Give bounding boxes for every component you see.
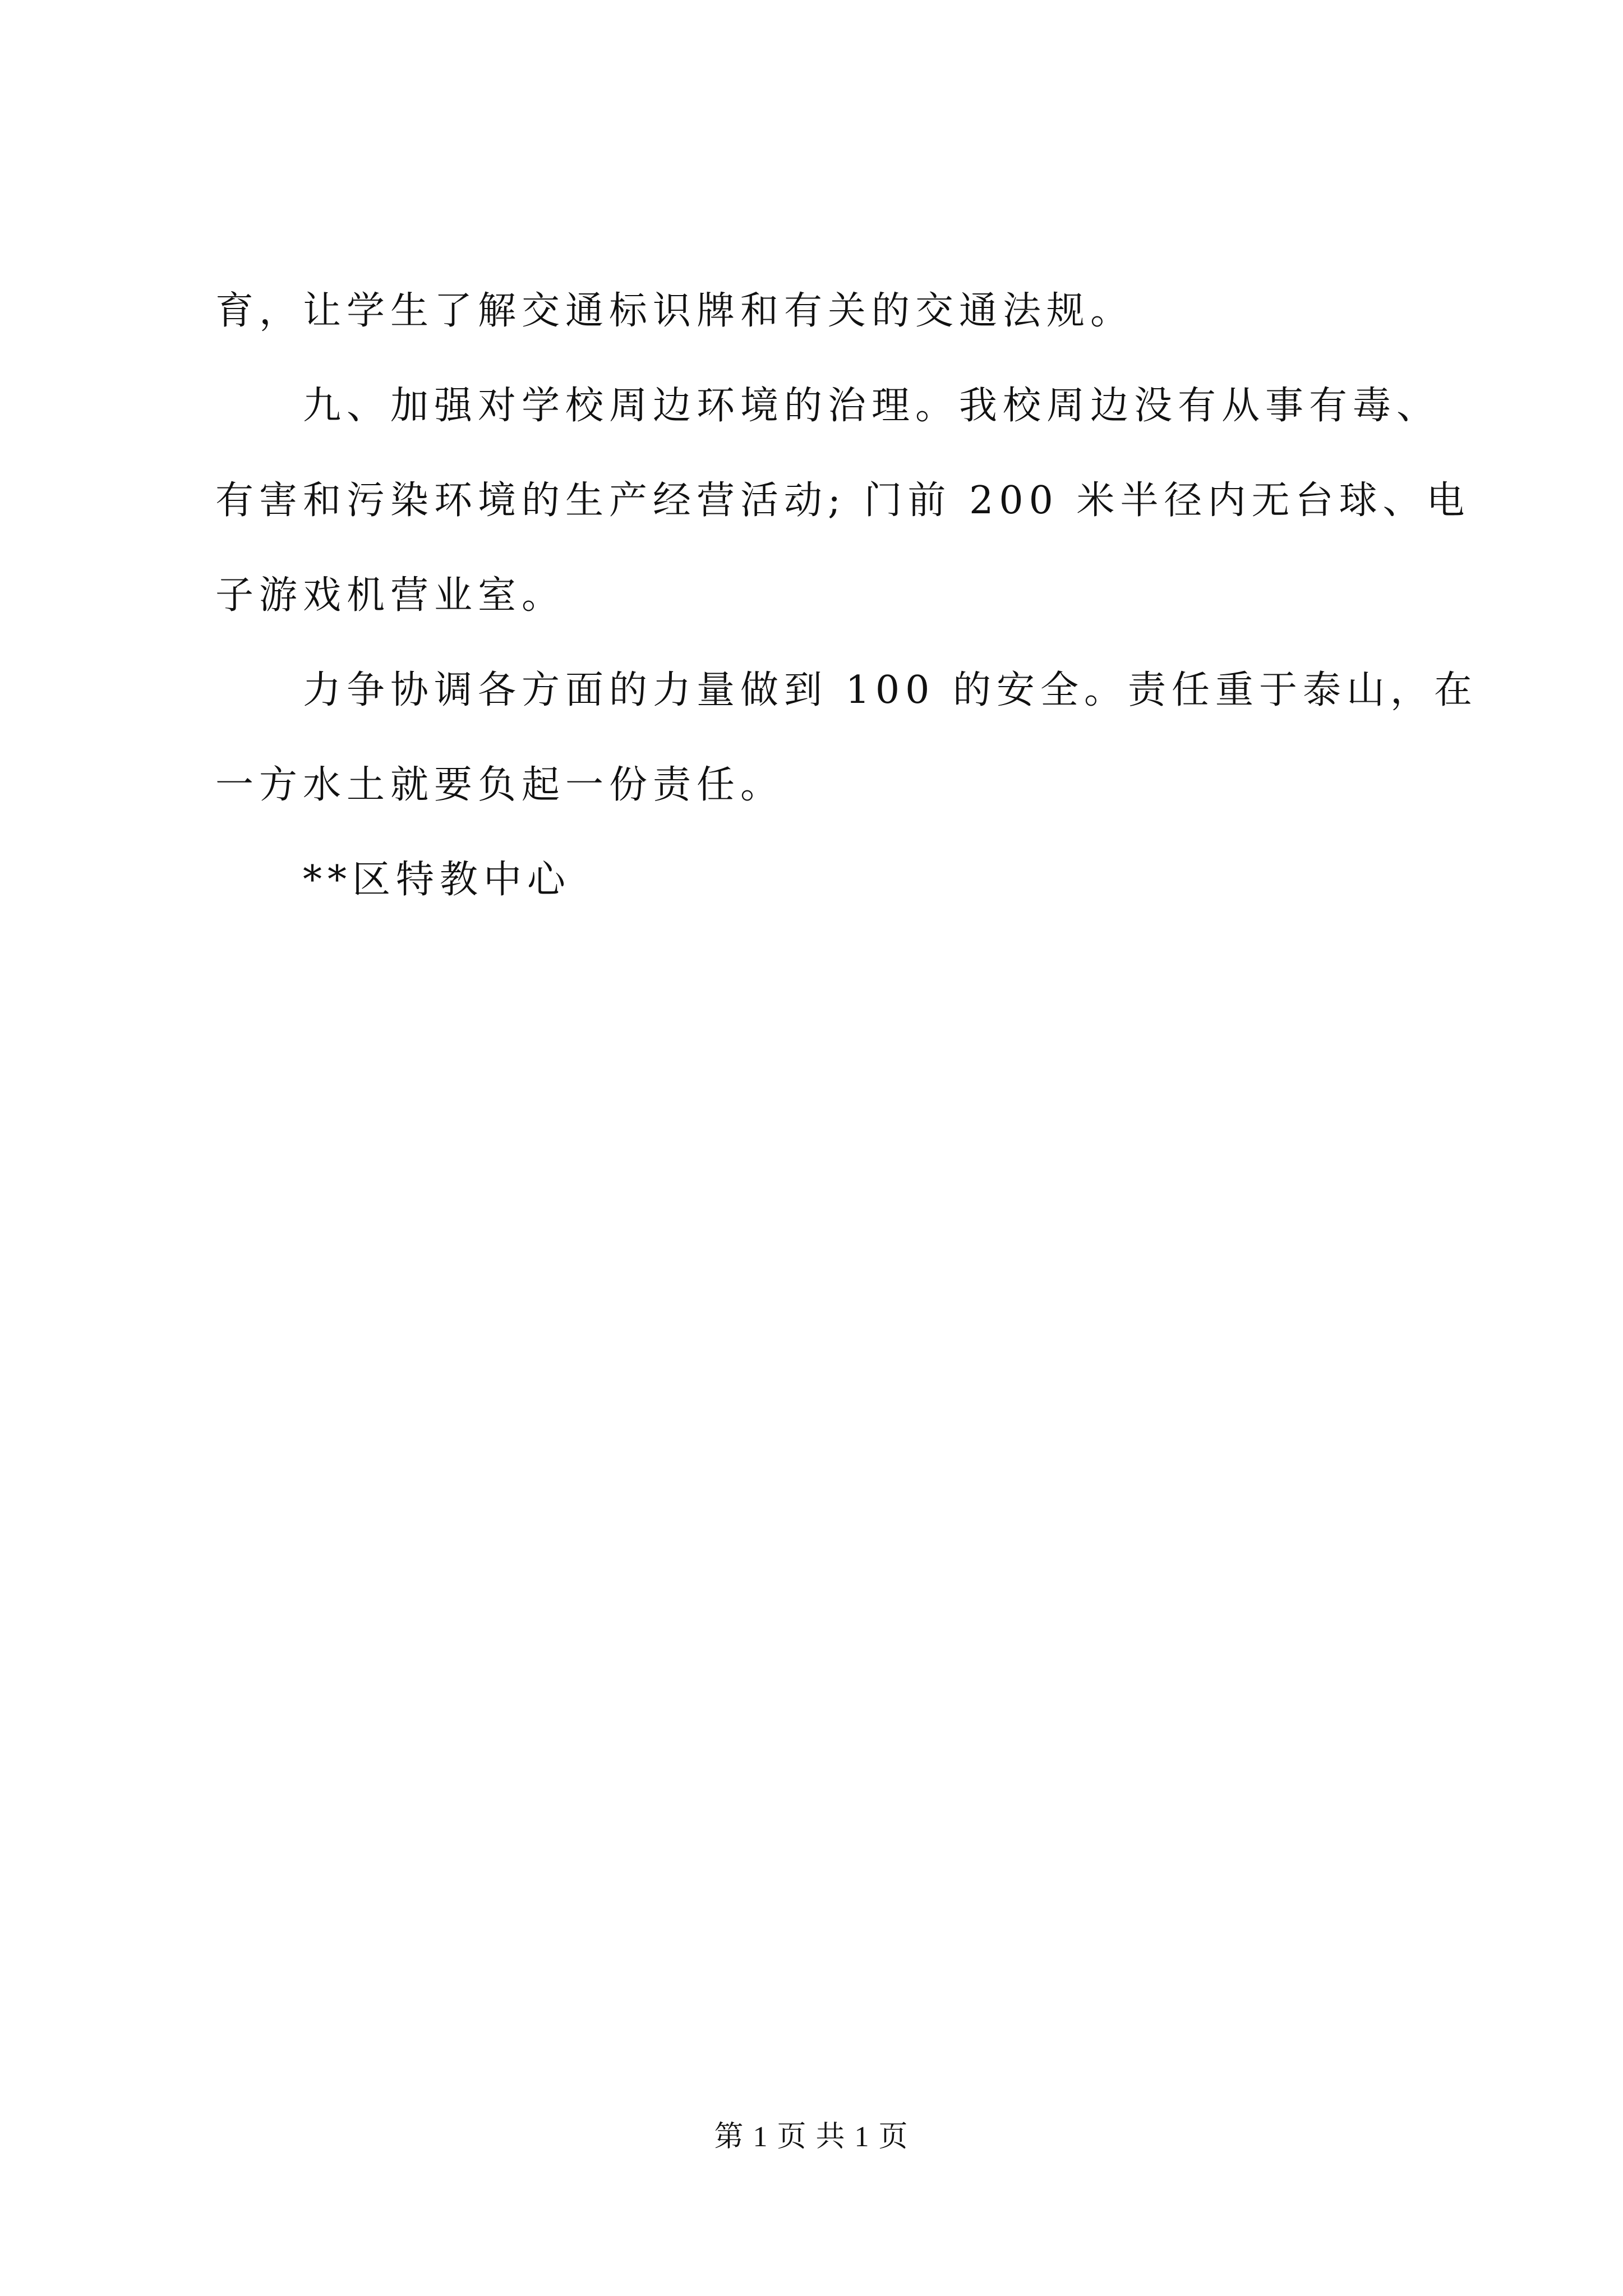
paragraph-line: 育，让学生了解交通标识牌和有关的交通法规。	[215, 289, 1135, 333]
paragraph-line: 有害和污染环境的生产经营活动; 门前 200 米半径内无台球、电	[215, 478, 1470, 523]
paragraph-line: 子游戏机营业室。	[215, 573, 566, 618]
paragraph-line: 力争协调各方面的力量做到 100 的安全。责任重于泰山，在	[303, 668, 1478, 712]
signature-line: **区特教中心	[303, 858, 571, 902]
page-number-footer: 第 1 页 共 1 页	[714, 2121, 909, 2153]
paragraph-line: 九、加强对学校周边环境的治理。我校周边没有从事有毒、	[303, 384, 1441, 428]
paragraph-line: 一方水土就要负起一份责任。	[215, 763, 785, 807]
document-body	[215, 264, 1478, 927]
